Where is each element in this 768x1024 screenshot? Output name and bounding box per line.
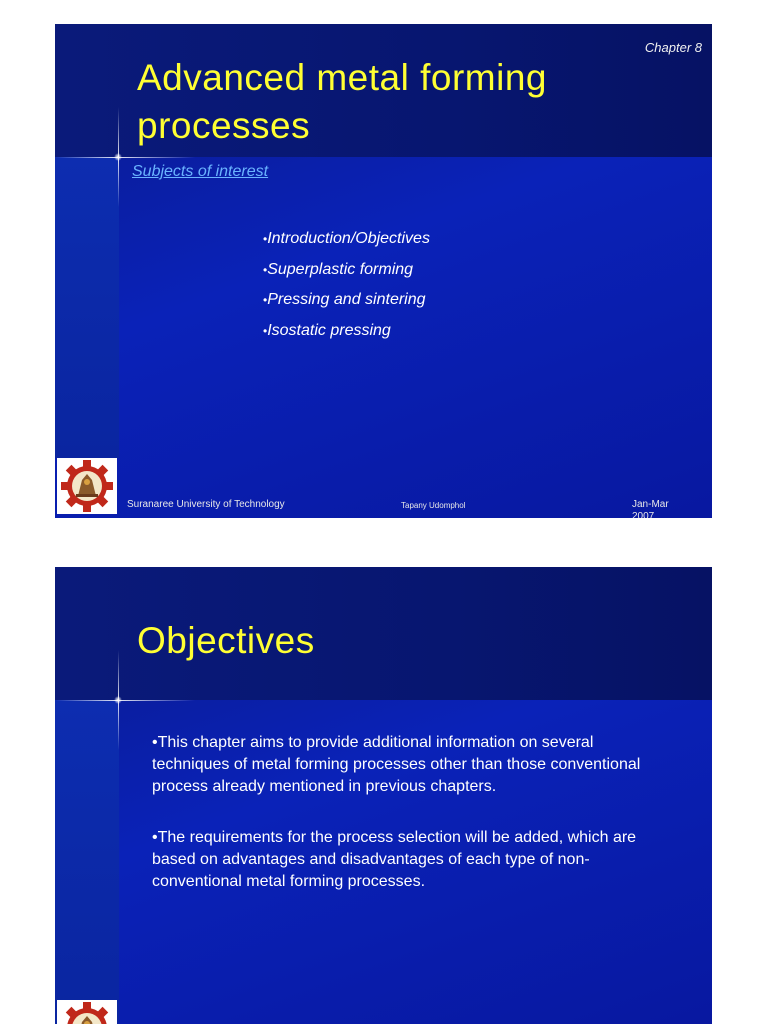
sparkle-line-horizontal <box>55 700 195 701</box>
slide-2 <box>55 567 712 1024</box>
university-gear-seal-icon <box>60 459 114 513</box>
university-logo <box>57 458 117 514</box>
sparkle-line-horizontal <box>55 157 195 158</box>
university-gear-seal-icon <box>60 1001 114 1024</box>
list-item: • Introduction/Objectives <box>263 224 430 255</box>
list-item: • Pressing and sintering <box>263 285 430 316</box>
objective-paragraph: •The requirements for the process selection will be added, which are based on advantages and disadvantages of each type of non-conventional metal forming processes. <box>152 829 637 890</box>
slide-title: Objectives <box>137 620 315 661</box>
slide-1 <box>55 24 712 518</box>
footer-date: Jan-Mar 2007 <box>632 499 669 518</box>
sparkle-icon <box>114 153 122 161</box>
objective-paragraph: •This chapter aims to provide additional information on several techniques of metal forming processes other than those conventional process already mentioned in previous chapters. <box>152 734 641 795</box>
subjects-link[interactable]: Subjects of interest <box>132 163 269 180</box>
topic-list <box>263 224 430 346</box>
list-item: • Isostatic pressing <box>263 316 430 347</box>
slide-title: Advanced metal forming processes <box>137 57 547 146</box>
sparkle-icon <box>114 696 122 704</box>
university-logo <box>57 1000 117 1024</box>
chapter-label: Chapter 8 <box>644 40 702 55</box>
list-item: • Superplastic forming <box>263 255 430 286</box>
left-band <box>55 157 119 458</box>
footer-university: Suranaree University of Technology <box>127 499 285 510</box>
footer-author: Tapany Udomphol <box>401 501 466 510</box>
left-band <box>55 700 119 1024</box>
